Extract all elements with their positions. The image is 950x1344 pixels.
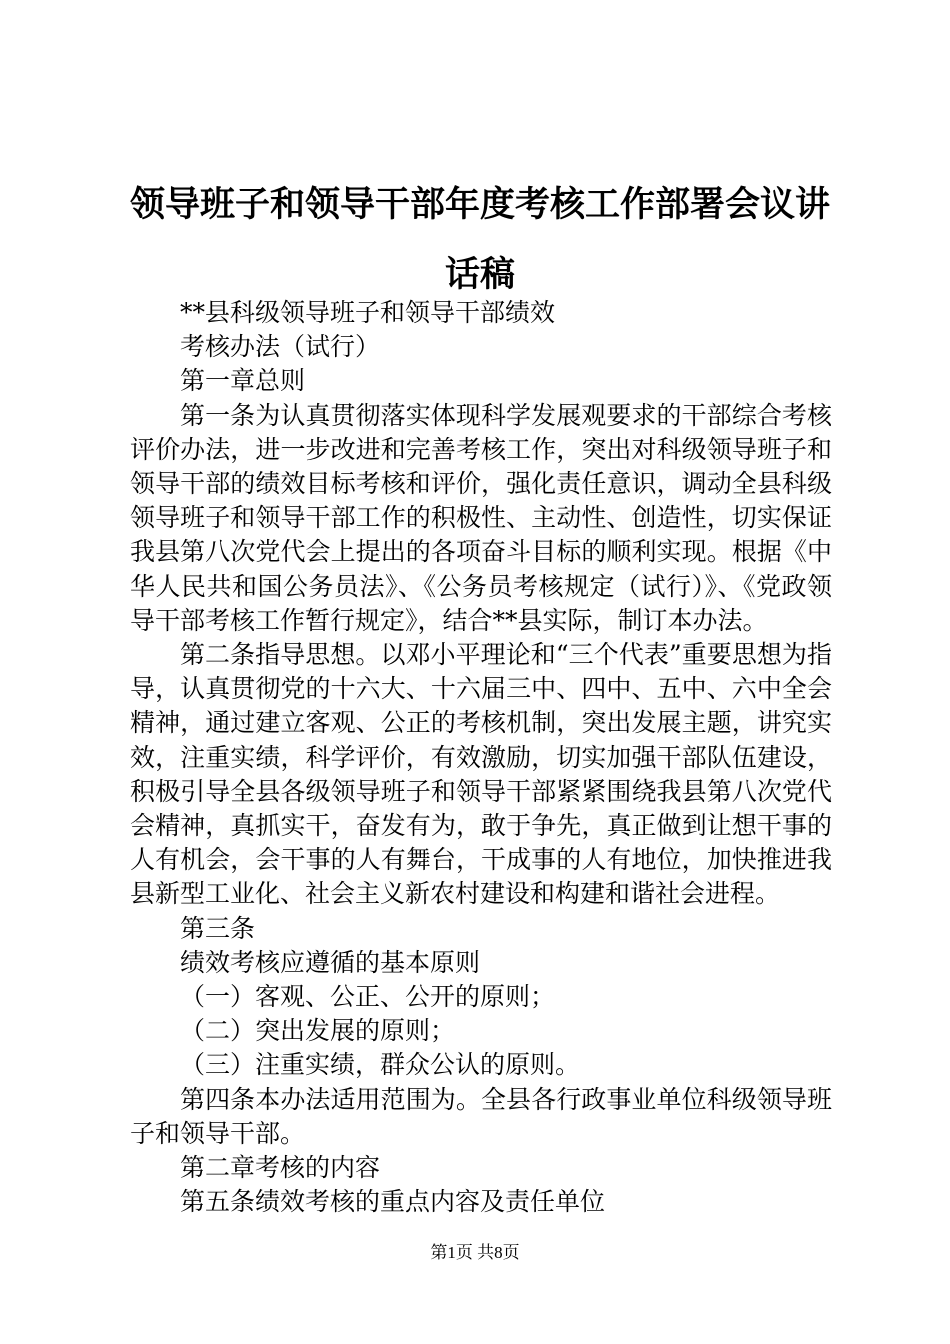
- list-item: （二）突出发展的原则；: [180, 1016, 456, 1046]
- paragraph: 第二条指导思想。以邓小平理论和“三个代表”重要思想为指导，认真贯彻党的十六大、十六届三中、四中、五中、六中全会精神，通过建立客观、公正的考核机制，突出发展主题，讲究实效，注重实绩，科学评价，有效激励，切实加强干部队伍建设，积极引导全县各级领导班子和领导干部紧紧围绕我县第八次党代会精神，真抓实干，奋发有为，敢于争先，真正做到让想干事的人有机会，会干事的人有舞台，干成事的人有地位，加快推进我县新型工业化、社会主义新农村建设和构建和谐社会进程。: [130, 640, 832, 909]
- paragraph: 第四条本办法适用范围为。全县各行政事业单位科级领导班子和领导干部。: [130, 1084, 832, 1148]
- page-footer: 第1页 共8页: [430, 1243, 520, 1262]
- list-item: （一）客观、公正、公开的原则；: [180, 982, 556, 1012]
- paragraph: 绩效考核应遵循的基本原则: [180, 947, 481, 977]
- paragraph: 考核办法（试行）: [180, 332, 381, 362]
- chapter-heading: 第一章总则: [180, 366, 306, 396]
- list-item: （三）注重实绩，群众公认的原则。: [180, 1050, 581, 1080]
- document-title: 领导班子和领导干部年度考核工作部署会议讲话稿: [129, 184, 830, 295]
- chapter-heading: 第二章考核的内容: [180, 1153, 381, 1183]
- paragraph: 第五条绩效考核的重点内容及责任单位: [180, 1187, 606, 1217]
- document-body: [130, 296, 832, 1219]
- paragraph: 第一条为认真贯彻落实体现科学发展观要求的干部综合考核评价办法，进一步改进和完善考核工作，突出对科级领导班子和领导干部的绩效目标考核和评价，强化责任意识，调动全县科级领导班子和领导干部工作的积极性、主动性、创造性，切实保证我县第八次党代会上提出的各项奋斗目标的顺利实现。根据《中华人民共和国公务员法》、《公务员考核规定（试行）》、《党政领导干部考核工作暂行规定》，结合**县实际，制订本办法。: [130, 400, 832, 635]
- paragraph: 第三条: [180, 913, 256, 943]
- paragraph: **县科级领导班子和领导干部绩效: [180, 298, 556, 327]
